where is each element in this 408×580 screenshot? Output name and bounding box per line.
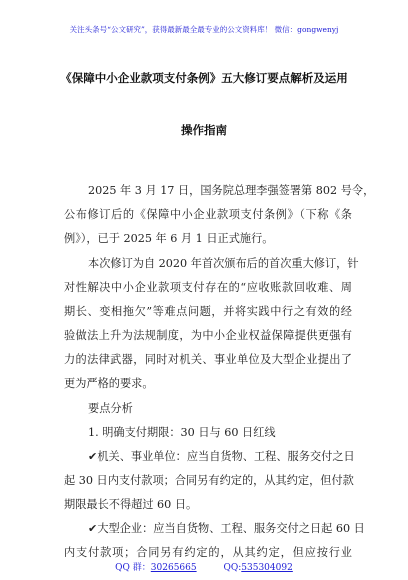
paragraph-line: 力的法律武器，同时对机关、事业单位及大型企业提出了 bbox=[64, 353, 352, 366]
paragraph-line: 对性解决中小企业款项支付存在的“应收账款回收难、周 bbox=[64, 281, 352, 294]
document-title: 《保障中小企业款项支付条例》五大修订要点解析及运用 bbox=[60, 71, 348, 85]
qq-group-label: QQ 群： bbox=[115, 563, 151, 573]
subsection-heading: 1. 明确支付期限：30 日与 60 日红线 bbox=[88, 426, 276, 439]
paragraph-line: 起 30 日内支付款项；合同另有约定的，从其约定，但付款 bbox=[64, 474, 354, 487]
qq-label: QQ: bbox=[223, 563, 242, 573]
qq-info bbox=[223, 563, 292, 573]
paragraph-line: 内支付款项；合同另有约定的，从其约定，但应按行业 bbox=[64, 546, 352, 559]
checklist-line: ✔机关、事业单位：应当自货物、工程、服务交付之日 bbox=[88, 450, 355, 463]
paragraph-line: 公布修订后的《保障中小企业款项支付条例》（下称《条 bbox=[64, 208, 352, 221]
paragraph-line: 验做法上升为法规制度，为中小企业权益保障提供更强有 bbox=[64, 329, 352, 342]
header-note: 关注头条号“公文研究”，获得最新最全最专业的公文资料库！ 微信：gongwenyj bbox=[69, 25, 339, 34]
qq-group-number[interactable]: 30265665 bbox=[150, 563, 197, 573]
qq-number[interactable]: 535304092 bbox=[241, 563, 293, 573]
document-subtitle: 操作指南 bbox=[181, 123, 227, 137]
checklist-line: ✔大型企业：应当自货物、工程、服务交付之日起 60 日 bbox=[88, 522, 365, 535]
qq-group-info bbox=[115, 560, 196, 573]
paragraph-line: 期限最长不得超过 60 日。 bbox=[64, 498, 198, 511]
section-heading: 要点分析 bbox=[88, 402, 133, 415]
footer-contact bbox=[0, 560, 408, 573]
paragraph-line: 更为严格的要求。 bbox=[64, 377, 154, 390]
paragraph-line: 本次修订为自 2020 年首次颁布后的首次重大修订，针 bbox=[88, 257, 359, 270]
paragraph-line: 期长、变相拖欠”等难点问题，并将实践中行之有效的经 bbox=[64, 305, 352, 318]
paragraph-line: 例》），已于 2025 年 6 月 1 日正式施行。 bbox=[64, 232, 274, 245]
paragraph-line: 2025 年 3 月 17 日，国务院总理李强签署第 802 号令， bbox=[88, 184, 375, 197]
